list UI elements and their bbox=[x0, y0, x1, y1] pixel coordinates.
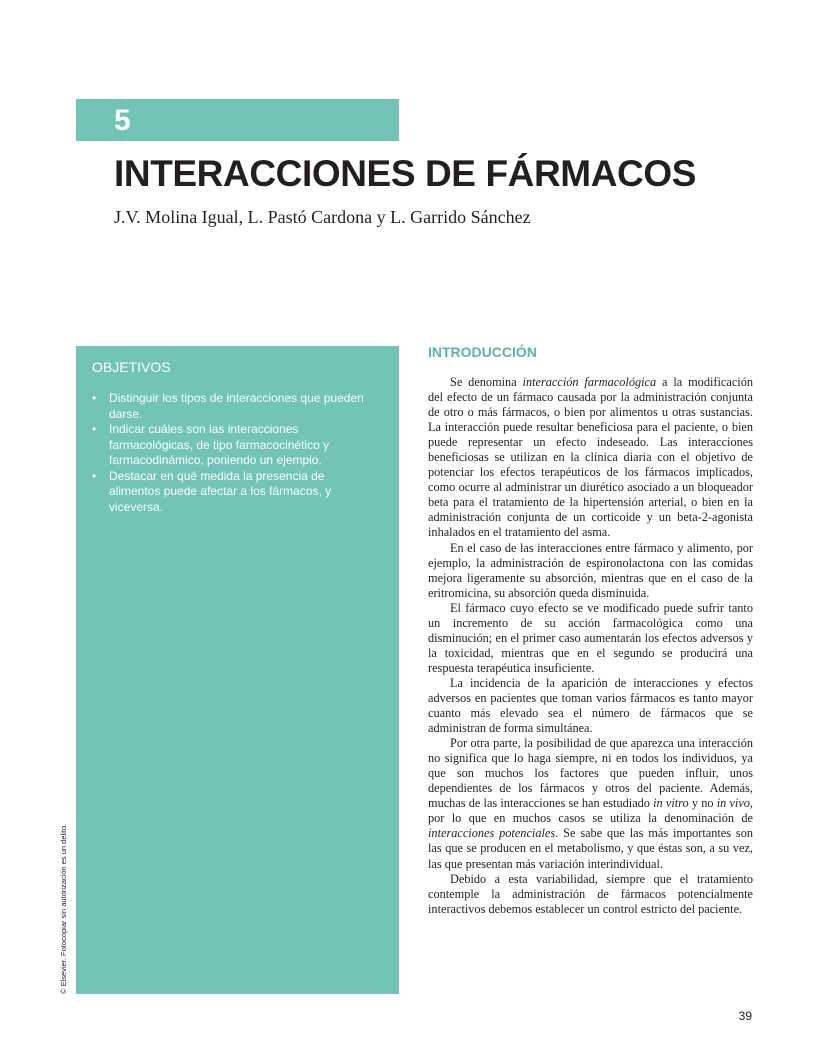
paragraph-text: y no bbox=[688, 796, 717, 811]
paragraph-text: Por otra parte, la posibilidad de que aparezca una interacción no significa que lo haga siempre, ni en todos los individuos, ya que son muchos los factores que pueden influir, unos dependientes de los fármacos y otros del paciente. Además, muchas de las interacciones se han estudiado bbox=[428, 736, 753, 811]
section-heading-introduccion: INTRODUCCIÓN bbox=[428, 344, 537, 360]
objective-text: Indicar cuáles son las interacciones farmacológicas, de tipo farmacocinético y farmacodinámico, poniendo un ejemplo. bbox=[109, 422, 330, 467]
objective-item bbox=[92, 469, 372, 516]
emphasized-term: interacción farmacológica bbox=[522, 375, 657, 389]
objective-item bbox=[92, 391, 372, 422]
objective-item bbox=[92, 422, 372, 469]
body-paragraph bbox=[428, 375, 753, 541]
copyright-note: © Elsevier. Fotocopiar sin autorización es un delito. bbox=[59, 823, 68, 994]
objectives-list bbox=[92, 391, 372, 515]
bullet-icon: • bbox=[92, 422, 97, 436]
chapter-number: 5 bbox=[114, 104, 131, 137]
paragraph-text: . Se sabe que las más importantes son las que se producen en el metabolismo, y que éstas son, a su vez, las que presentan más variación interindividual. bbox=[428, 826, 754, 871]
body-paragraph: La incidencia de la aparición de interacciones y efectos adversos en pacientes que toman varios fármacos es tanto mayor cuanto más elevado sea el número de fármacos que se administran de forma simultánea. bbox=[428, 675, 753, 736]
emphasized-term: in vivo bbox=[716, 796, 750, 811]
emphasized-term: interacciones potenciales bbox=[428, 826, 556, 841]
bullet-icon: • bbox=[92, 468, 97, 483]
emphasized-term: in vitro bbox=[653, 796, 689, 811]
body-paragraph bbox=[428, 736, 753, 871]
paragraph-text: Se denomina bbox=[450, 375, 523, 389]
body-paragraph: Debido a esta variabilidad, siempre que el tratamiento contemple la administración de fármacos potencialmente interactivos debemos establecer un control estricto del paciente. bbox=[428, 871, 753, 916]
bullet-icon: • bbox=[92, 391, 97, 405]
objective-text: Destacar en qué medida la presencia de alimentos puede afectar a los fármacos, y viceversa. bbox=[109, 468, 332, 514]
paragraph-text: a la modificación del efecto de un fármaco causada por la administración conjunta de otro o más fármacos, o bien por alimentos u otras sustancias. La interacción puede resultar beneficiosa para el paciente, o bien puede representar un efecto indeseado. Las interacciones beneficiosas se utilizan en la clínica diaria con el objetivo de potenciar los efectos terapéuticos de los fármacos implicados, como ocurre al administrar un diurético asociado a un bloqueador beta para el tratamiento de la hipertensión arterial, o bien en la administración conjunta de un corticoide y un beta-2-agonista inhalados en el tratamiento del asma. bbox=[428, 375, 753, 540]
body-paragraph: El fármaco cuyo efecto se ve modificado puede sufrir tanto un incremento de su acción farmacológica como una disminución; en el primer caso aumentarán los efectos adversos y la toxicidad, mientras que en el segundo se producirá una respuesta terapéutica insuficiente. bbox=[428, 600, 753, 675]
introduction-body bbox=[428, 375, 753, 917]
paragraph-text: , por lo que en muchos casos se utiliza la denominación de bbox=[428, 796, 753, 826]
page-number: 39 bbox=[738, 1009, 752, 1023]
chapter-title: INTERACCIONES DE FÁRMACOS bbox=[114, 153, 697, 194]
chapter-authors: J.V. Molina Igual, L. Pastó Cardona y L. Garrido Sánchez bbox=[114, 207, 531, 227]
objective-text: Distinguir los tipos de interacciones que pueden darse. bbox=[109, 391, 364, 421]
body-paragraph: En el caso de las interacciones entre fármaco y alimento, por ejemplo, la administración de espironolactona con las comidas mejora ligeramente su absorción, mientras que en el caso de la eritromicina, su absorción queda disminuida. bbox=[428, 540, 753, 600]
objectives-heading: OBJETIVOS bbox=[92, 359, 171, 375]
